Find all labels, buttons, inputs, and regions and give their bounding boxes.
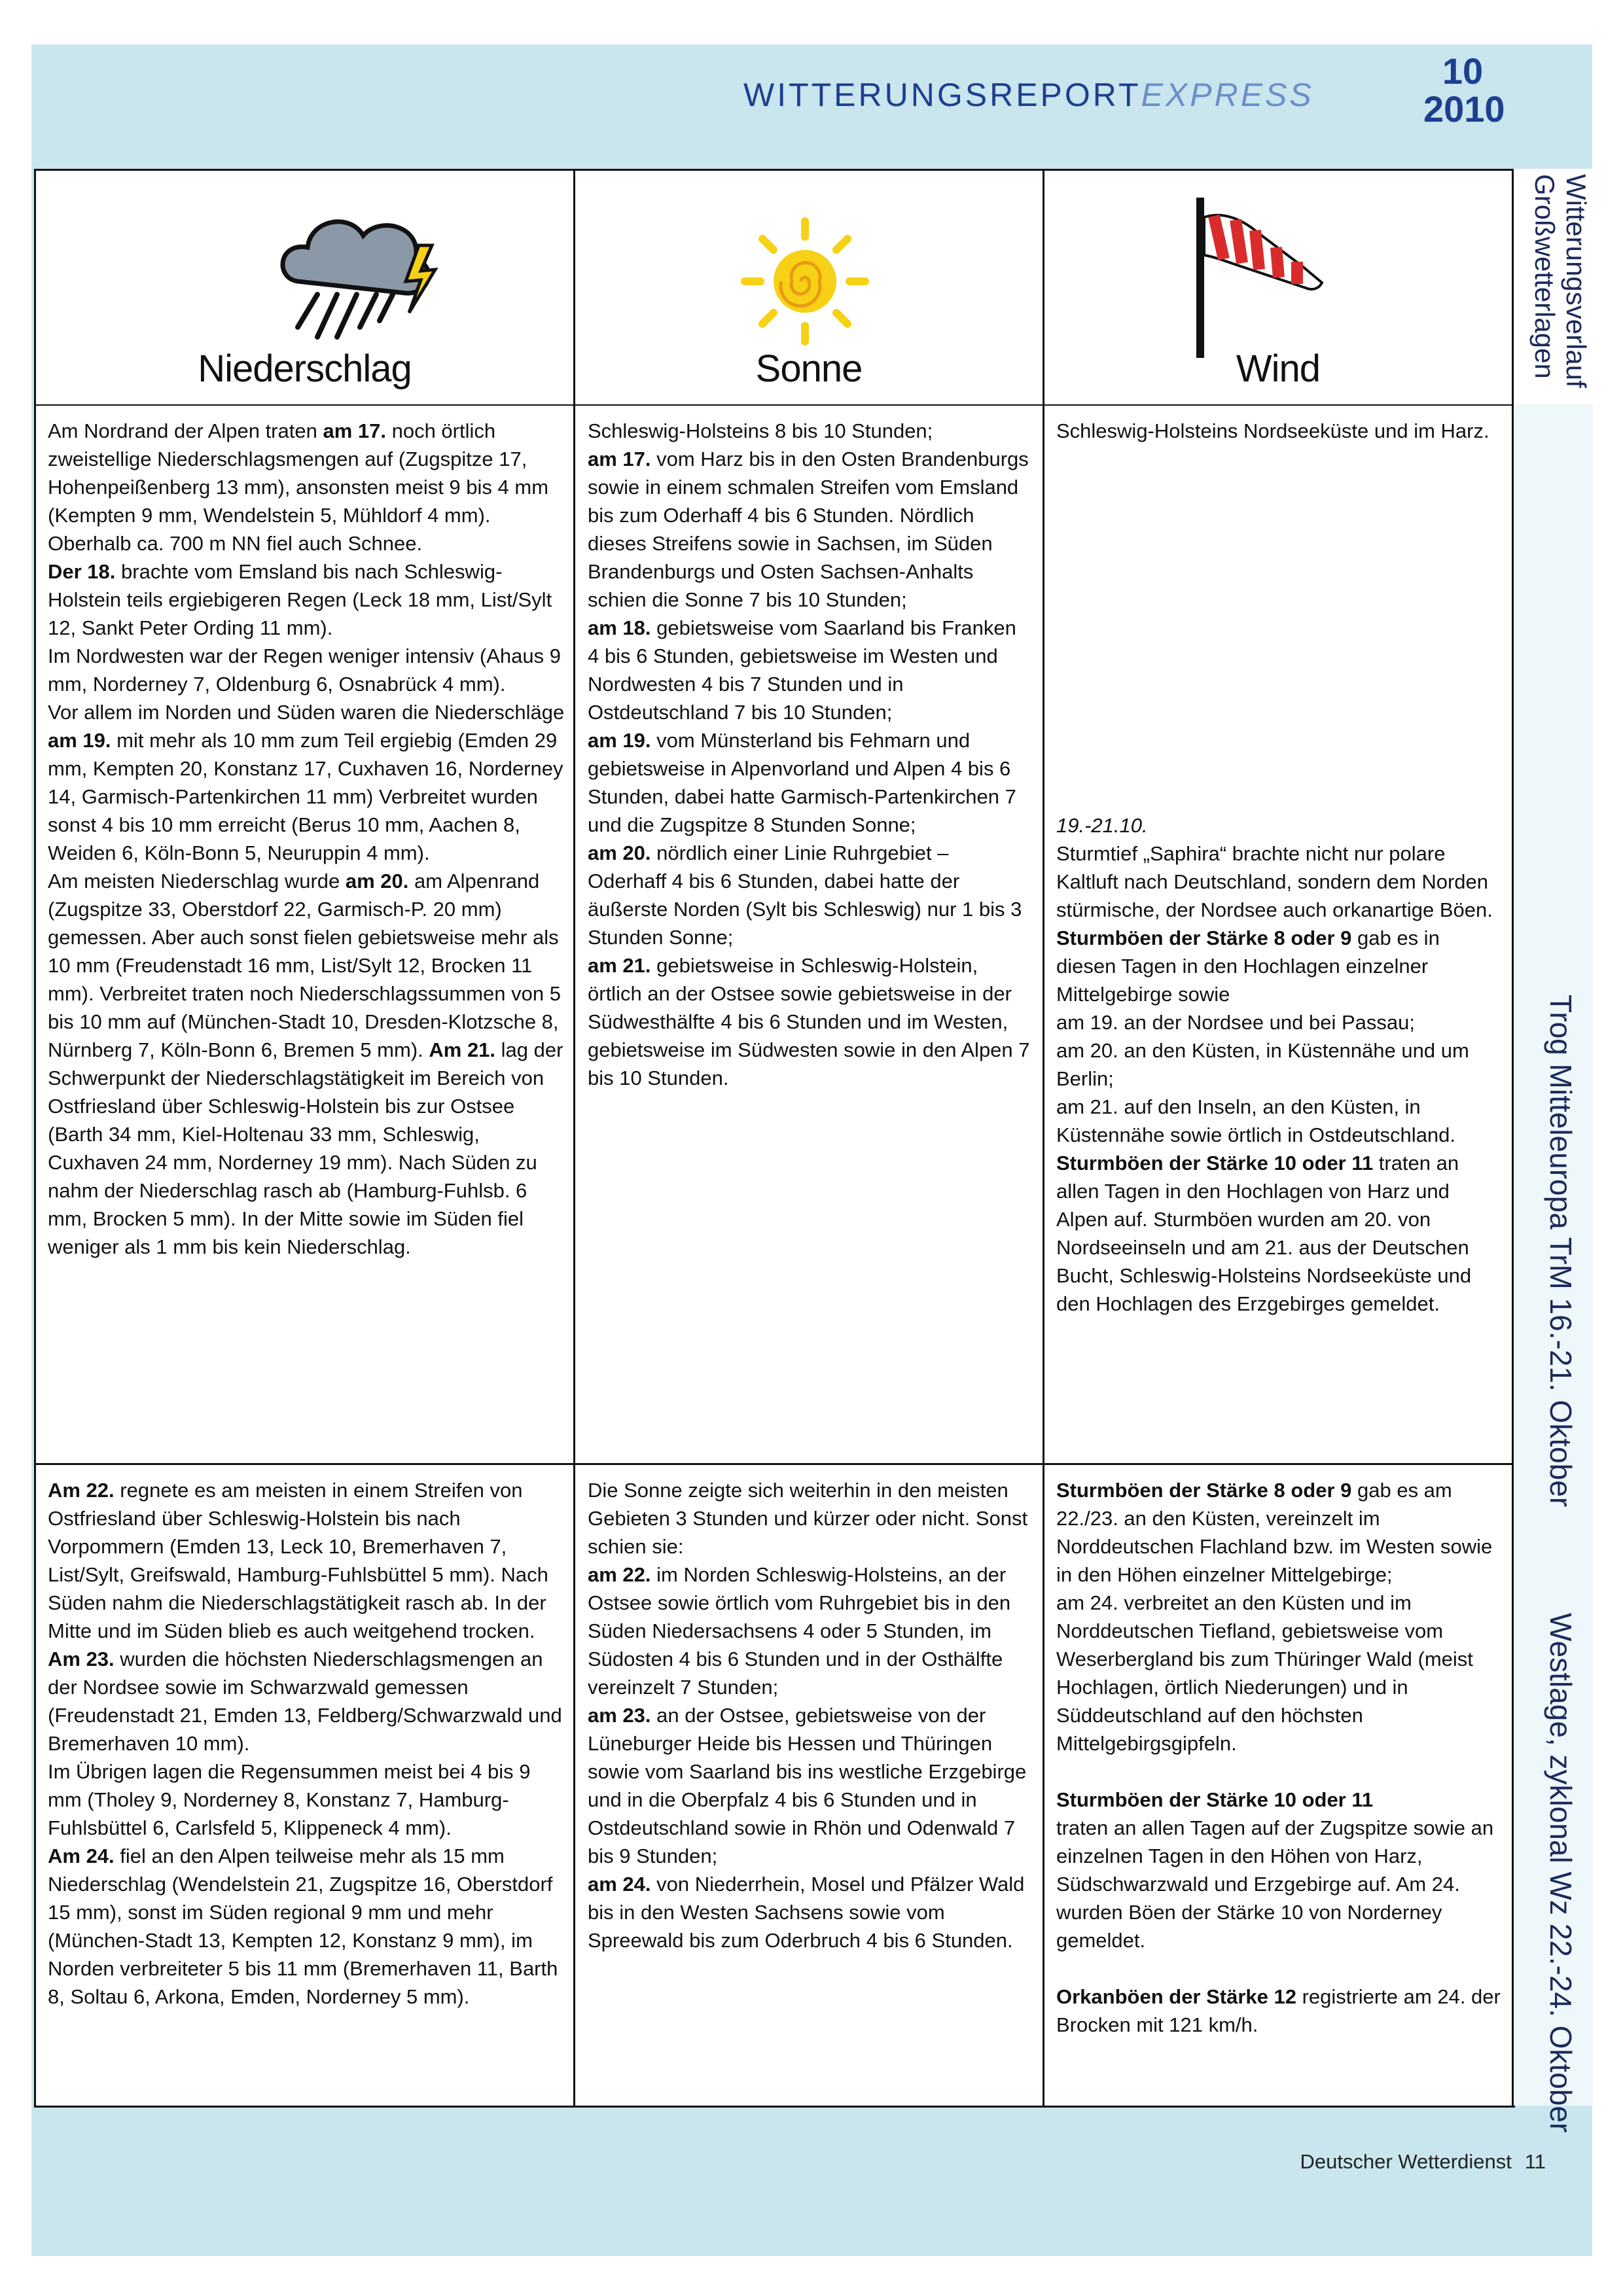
sun-p1-segment: am 17. xyxy=(588,448,651,470)
wind-header: Wind xyxy=(1236,347,1321,390)
precip-p1-segment: Am Nordrand der Alpen traten xyxy=(48,419,323,442)
wind-p1-segment: am 20. an den Küsten, in Küstennähe und um Berlin; xyxy=(1056,1039,1469,1090)
side-period2-label: Westlage, zyklonal Wz 22.-24. Oktober xyxy=(1544,1613,1578,2133)
wind-p1-segment: Sturmböen der Stärke 10 oder 11 xyxy=(1056,1152,1374,1174)
precip-p1-segment: am 17. xyxy=(323,419,386,442)
wind-text-period1 xyxy=(1056,811,1501,1318)
wind-p1-segment: traten an allen Tagen in den Hochlagen von Harz und Alpen auf. Sturmböen wurden am 20. von Nordseeinseln und am 21. aus der Deutschen Bucht, Schleswig-Holsteins Nordseeküste und den Hochlagen des Erzgebirges gemeldet. xyxy=(1056,1152,1472,1315)
wind-p2-segment: traten an allen Tagen auf der Zugspitze sowie an einzelnen Tagen in den Höhen von Harz, Südschwarzwald und Erzgebirge auf. Am 24. wurden Böen der Stärke 10 von Norderney gemeldet. xyxy=(1056,1816,1494,1952)
issue-badge xyxy=(1423,50,1505,130)
precip-p2-segment: wurden die höchsten Niederschlagsmengen an der Nordsee sowie im Schwarzwald gemessen (Freudenstadt 21, Emden 13, Feldberg/Schwarzwald und Bremerhaven 10 mm). xyxy=(48,1648,562,1755)
sun-p1-segment: am 20. xyxy=(588,841,651,864)
precip-p1-segment: am 19. xyxy=(48,729,111,752)
wind-p1-segment: am 19. an der Nordsee und bei Passau; xyxy=(1056,1011,1416,1034)
issue-number: 10 xyxy=(1442,50,1484,92)
page-footer xyxy=(1287,2150,1546,2174)
precip-p2-segment: Im Übrigen lagen die Regensummen meist bei 4 bis 9 mm (Tholey 9, Norderney 8, Konstanz 7, Hamburg-Fuhlsbüttel 6, Carlsfeld 5, Klippeneck 4 mm). xyxy=(48,1760,531,1839)
side-heading xyxy=(1529,174,1592,388)
wind-p2-segment: gab es am 22./23. an den Küsten, vereinzelt im Norddeutschen Flachland bzw. im Westen sowie in den Höhen einzelner Mittelgebirge; xyxy=(1056,1479,1493,1586)
sun-p2-segment: im Norden Schleswig-Holsteins, an der Ostsee sowie örtlich vom Ruhrgebiet bis in den Süden Niedersachsens 4 oder 5 Stunden, im Südosten 4 bis 6 Stunden und in der Osthälfte vereinzelt 7 Stunden; xyxy=(588,1563,1011,1699)
column-divider-1 xyxy=(573,169,575,2106)
report-title xyxy=(743,76,1314,114)
sun-p1-segment: am 18. xyxy=(588,616,651,639)
sun-p2-segment: von Niederrhein, Mosel und Pfälzer Wald bis in den Westen Sachsens sowie vom Spreewald bis zum Oderbruch 4 bis 6 Stunden. xyxy=(588,1873,1025,1952)
sun-p1-segment: am 19. xyxy=(588,729,651,752)
precip-p1-segment: noch örtlich zweistellige Niederschlagsmengen auf (Zugspitze 17, Hohenpeißenberg 13 mm), ansonsten meist 9 bis 4 mm (Kempten 9 mm, Wendelstein 5, Mühldorf 4 mm). Oberhalb ca. 700 m NN fiel auch Schnee. xyxy=(48,419,549,555)
sun-p2-segment: Die Sonne zeigte sich weiterhin in den meisten Gebieten 3 Stunden und kürzer oder nicht. Sonst schien sie: xyxy=(588,1479,1028,1558)
precip-p1-segment: Am meisten Niederschlag wurde xyxy=(48,870,346,892)
precip-p1-segment: am 20. xyxy=(345,870,409,892)
precipitation-text-period2 xyxy=(48,1476,565,2011)
title-main: WITTERUNGSREPORT xyxy=(743,77,1141,113)
page-number: 11 xyxy=(1524,2150,1546,2173)
thunderstorm-icon xyxy=(272,196,442,360)
wind-text-carryover xyxy=(1056,417,1501,445)
precipitation-text-period1 xyxy=(48,417,565,1261)
precip-p1-segment: lag der Schwerpunkt der Niederschlagstätigkeit im Bereich von Ostfriesland über Schleswig-Holstein bis zur Ostsee (Barth 34 mm, Kiel-Holtenau 33 mm, Schleswig, Cuxhaven 24 mm, Norderney 19 mm). Nach Süden zu nahm der Niederschlag rasch ab (Hamburg-Fuhlsb. 6 mm, Brocken 5 mm). In der Mitte sowie im Süden fiel weniger als 1 mm bis kein Niederschlag. xyxy=(48,1038,563,1258)
issue-year: 2010 xyxy=(1423,88,1505,130)
sun-header: Sonne xyxy=(755,347,863,390)
column-divider-3 xyxy=(1512,169,1514,2106)
wind-p1-segment: 19.-21.10. xyxy=(1056,814,1148,837)
precip-p2-segment: Am 24. xyxy=(48,1845,115,1867)
wind-p2-segment: am 24. verbreitet an den Küsten und im Norddeutschen Tiefland, gebietsweise vom Weserbergland bis zum Thüringer Wald (meist Hochlagen, örtlich Niederungen) und in Süddeutschland auf den höchsten Mittelgebirgsgipfeln. xyxy=(1056,1591,1473,1755)
precip-p1-segment: Im Nordwesten war der Regen weniger intensiv (Ahaus 9 mm, Norderney 7, Oldenburg 6, Osnabrück 4 mm). xyxy=(48,645,561,696)
side-period1-label: Trog Mitteleuropa TrM 16.-21. Oktober xyxy=(1544,995,1578,1508)
wind-p1-segment: am 21. auf den Inseln, an den Küsten, in Küstennähe sowie örtlich in Ostdeutschland. xyxy=(1056,1095,1456,1146)
wind-p1-segment: Sturmböen der Stärke 8 oder 9 xyxy=(1056,927,1352,949)
precip-p1-segment: Vor allem im Norden und Süden waren die Niederschläge xyxy=(48,701,565,724)
precipitation-header: Niederschlag xyxy=(198,347,412,390)
sun-p1-segment: vom Münsterland bis Fehmarn und gebietsweise in Alpenvorland und Alpen 4 bis 6 Stunden, dabei hatte Garmisch-Partenkirchen 7 und die Zugspitze 8 Stunden Sonne; xyxy=(588,729,1016,836)
sun-icon xyxy=(740,216,870,347)
precip-p2-segment: regnete es am meisten in einem Streifen von Ostfriesland über Schleswig-Holstein bis nach Vorpommern (Emden 13, Leck 10, Bremerhaven 7, List/Sylt, Greifswald, Hamburg-Fuhlsbüttel 5 mm). Nach Süden nahm die Niederschlagstätigkeit rasch ab. In der Mitte und im Süden blieb es auch weitgehend trocken. xyxy=(48,1479,548,1642)
sun-p1-segment: nördlich einer Linie Ruhrgebiet – Oderhaff 4 bis 6 Stunden, dabei hatte der äußerste Norden (Sylt bis Schleswig) nur 1 bis 3 Stunden Sonne; xyxy=(588,841,1022,949)
windsock-icon xyxy=(1185,191,1335,361)
sun-p1-segment: gebietsweise in Schleswig-Holstein, örtlich an der Ostsee sowie gebietsweise in der Südwesthälfte 4 bis 6 Stunden und im Westen, gebietsweise im Südwesten sowie in den Alpen 7 bis 10 Stunden. xyxy=(588,954,1030,1089)
side-heading-line1: Witterungsverlauf xyxy=(1561,174,1592,388)
row-divider xyxy=(34,1463,1513,1465)
precip-p1-segment: Der 18. xyxy=(48,560,116,583)
precip-p1-segment: brachte vom Emsland bis nach Schleswig-Holstein teils ergiebigeren Regen (Leck 18 mm, List/Sylt 12, Sankt Peter Ording 11 mm). xyxy=(48,560,552,639)
wind-p2-segment: Sturmböen der Stärke 8 oder 9 xyxy=(1056,1479,1352,1502)
wind-text-period2 xyxy=(1056,1476,1501,2039)
wind-p2-segment: registrierte am 24. der Brocken mit 121 km/h. xyxy=(1056,1985,1501,2036)
precip-p2-segment: Am 22. xyxy=(48,1479,115,1502)
wind-p1-segment: Sturmtief „Saphira“ brachte nicht nur polare Kaltluft nach Deutschland, sondern dem Norden stürmische, der Nordsee auch orkanartige Böen. xyxy=(1056,842,1493,921)
wind-p1-segment: gab es in diesen Tagen in den Hochlagen einzelner Mittelgebirge sowie xyxy=(1056,927,1440,1006)
table-top-border xyxy=(34,169,1513,171)
precip-p1-segment: am Alpenrand (Zugspitze 33, Oberstdorf 22, Garmisch-P. 20 mm) gemessen. Aber auch sonst fielen gebietsweise mehr als 10 mm (Freudenstadt 16 mm, List/Sylt 12, Brocken 11 mm). Verbreitet traten noch Niederschlagssummen von 5 bis 10 mm auf (München-Stadt 10, Dresden-Klotzsche 8, Nürnberg 7, Köln-Bonn 6, Bremen 5 mm). xyxy=(48,870,561,1061)
precip-p1-segment: Am 21. xyxy=(429,1038,496,1061)
sun-p1-segment: am 21. xyxy=(588,954,651,977)
footer-publisher: Deutscher Wetterdienst xyxy=(1300,2150,1512,2173)
header-row-border xyxy=(34,404,1513,406)
wind-carry-segment: Schleswig-Holsteins Nordseeküste und im Harz. xyxy=(1056,419,1489,442)
sun-p2-segment: an der Ostsee, gebietsweise von der Lüneburger Heide bis Hessen und Thüringen sowie vom Saarland bis ins westliche Erzgebirge und in die Oberpfalz 4 bis 6 Stunden und in Ostdeutschland sowie in Rhön und Odenwald 7 bis 9 Stunden; xyxy=(588,1704,1027,1867)
wind-p2-segment: Orkanböen der Stärke 12 xyxy=(1056,1985,1296,2008)
title-express: EXPRESS xyxy=(1141,77,1314,113)
column-divider-2 xyxy=(1043,169,1044,2106)
side-heading-line2: Großwetterlagen xyxy=(1529,174,1560,379)
sun-p1-segment: vom Harz bis in den Osten Brandenburgs sowie in einem schmalen Streifen vom Emsland bis zum Oderhaff 4 bis 6 Stunden. Nördlich dieses Streifens sowie in Sachsen, im Süden Brandenburgs und Osten Sachsen-Anhalts schien die Sonne 7 bis 10 Stunden; xyxy=(588,448,1029,611)
sun-p2-segment: am 23. xyxy=(588,1704,651,1727)
sun-p2-segment: am 22. xyxy=(588,1563,651,1586)
sun-text-period1 xyxy=(588,417,1033,1092)
sun-p1-segment: Schleswig-Holsteins 8 bis 10 Stunden; xyxy=(588,419,933,442)
sun-text-period2 xyxy=(588,1476,1033,1954)
precip-p2-segment: fiel an den Alpen teilweise mehr als 15 mm Niederschlag (Wendelstein 21, Zugspitze 16, Oberstdorf 15 mm), sonst im Süden regional 9 mm und mehr (München-Stadt 13, Kempten 12, Konstanz 9 mm), im Norden verbreiteter 5 bis 11 mm (Bremerhaven 11, Barth 8, Soltau 6, Arkona, Emden, Norderney 5 mm). xyxy=(48,1845,558,2008)
sun-p1-segment: gebietsweise vom Saarland bis Franken 4 bis 6 Stunden, gebietsweise im Westen und Nordwesten 4 bis 7 Stunden und in Ostdeutschland 7 bis 10 Stunden; xyxy=(588,616,1016,724)
sun-p2-segment: am 24. xyxy=(588,1873,651,1896)
precip-p2-segment: Am 23. xyxy=(48,1648,115,1670)
wind-p2-segment: Sturmböen der Stärke 10 oder 11 xyxy=(1056,1788,1374,1811)
precip-p1-segment: mit mehr als 10 mm zum Teil ergiebig (Emden 29 mm, Kempten 20, Konstanz 17, Cuxhaven 16, Norderney 14, Garmisch-Partenkirchen 11 mm) Verbreitet wurden sonst 4 bis 10 mm erreicht (Berus 10 mm, Aachen 8, Weiden 6, Köln-Bonn 5, Neuruppin 4 mm). xyxy=(48,729,563,864)
